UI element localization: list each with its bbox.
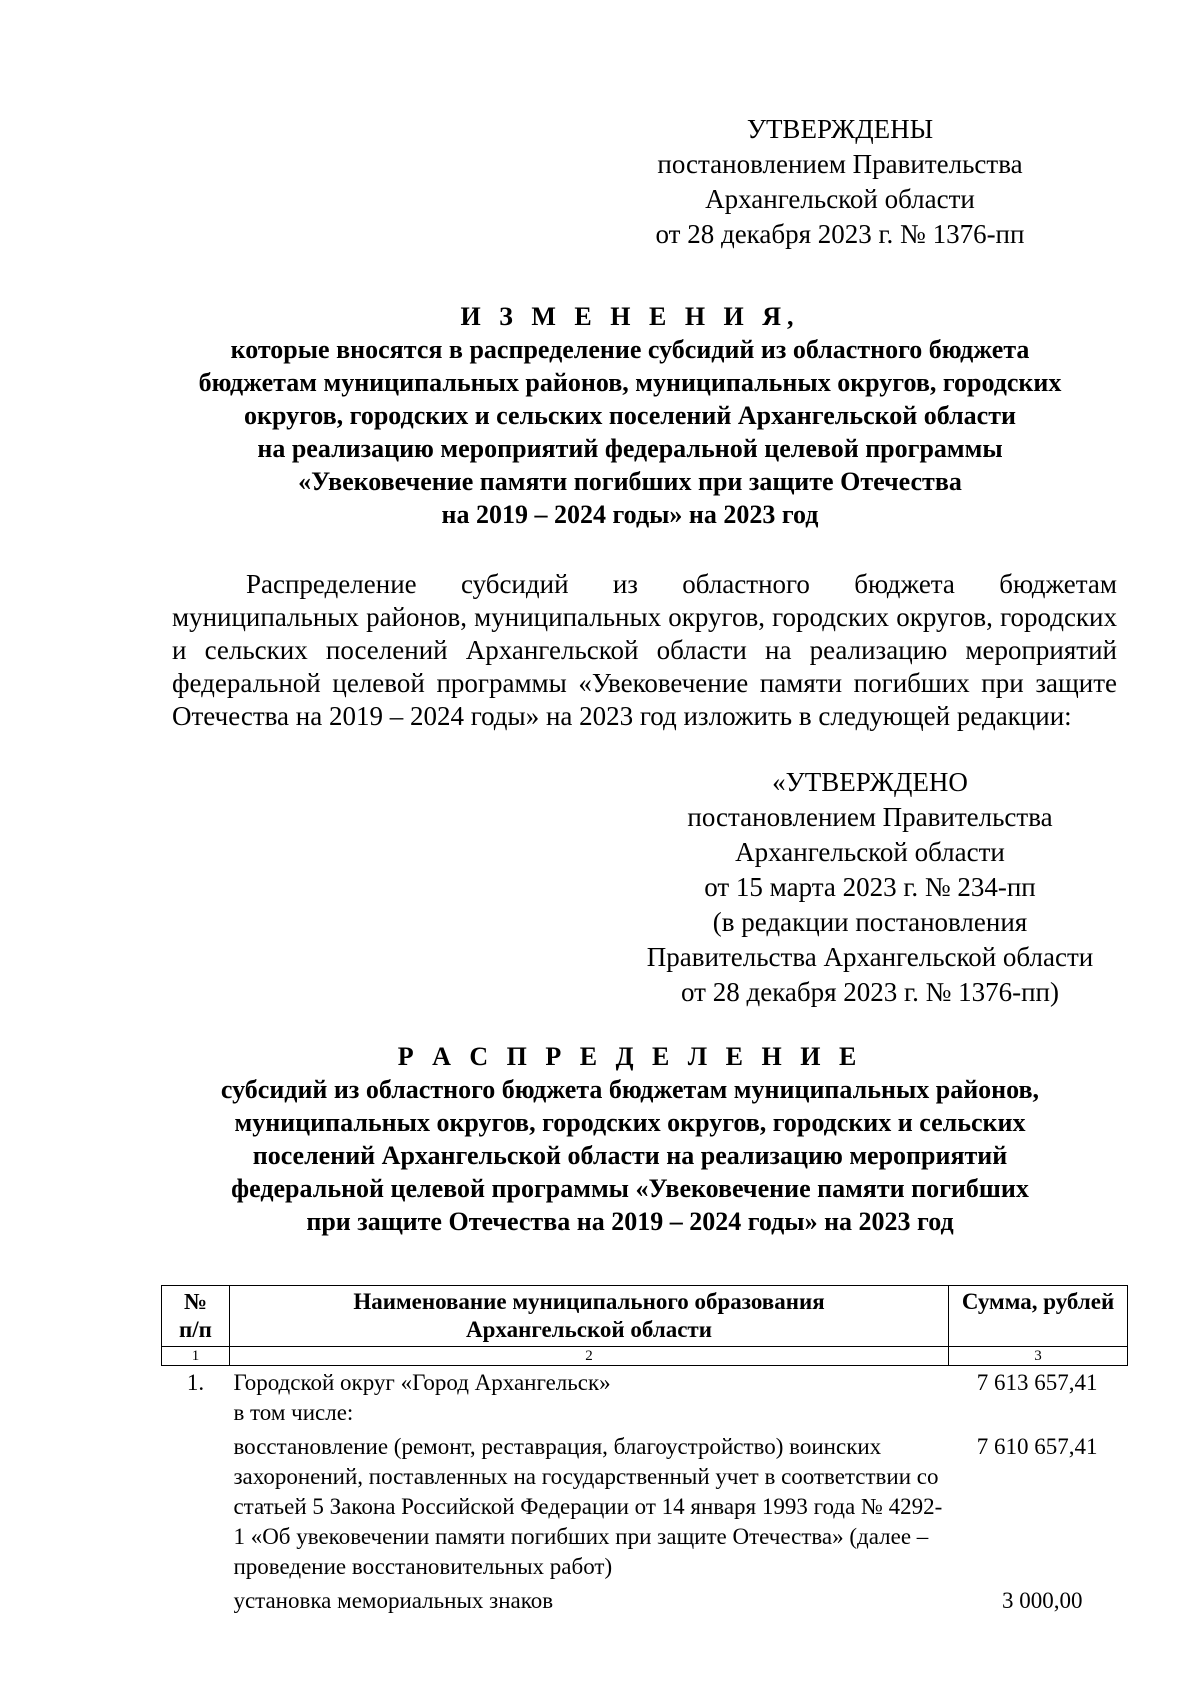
approval-by: постановлением Правительства <box>657 149 1023 179</box>
table-subrow <box>162 1584 1128 1618</box>
approval-date: от 28 декабря 2023 г. № 1376-пп <box>655 219 1025 249</box>
subrow-amount: 3 000,00 <box>1002 1588 1083 1613</box>
table-header-row <box>162 1286 1128 1347</box>
distribution-table <box>161 1285 1128 1618</box>
header-amount: Сумма, рублей <box>949 1286 1128 1347</box>
changes-subtitle-line: бюджетам муниципальных районов, муниципальных округов, городских <box>198 368 1062 397</box>
approval-stamp <box>560 112 1120 252</box>
header-number-line: № <box>183 1289 208 1314</box>
distribution-title <box>130 1040 1130 1238</box>
inner-approval-revision: (в редакции постановления <box>712 907 1028 937</box>
column-number: 3 <box>949 1347 1128 1366</box>
row-amount: 7 613 657,41 <box>976 1370 1098 1395</box>
subrow-amount: 7 610 657,41 <box>976 1434 1098 1459</box>
inner-approval-revision-by: Правительства Архангельской области <box>646 942 1094 972</box>
approval-region: Архангельской области <box>705 184 975 214</box>
subrow-text: установка мемориальных знаков <box>233 1588 554 1613</box>
including-label: в том числе: <box>233 1400 354 1425</box>
changes-subtitle-line: на 2019 – 2024 годы» на 2023 год <box>441 500 819 529</box>
header-name <box>229 1286 948 1347</box>
inner-approval-date: от 15 марта 2023 г. № 234-пп <box>704 872 1036 902</box>
changes-subtitle-line: на реализацию мероприятий федеральной целевой программы <box>257 434 1003 463</box>
inner-approval-stamp <box>600 765 1140 1010</box>
column-number: 1 <box>162 1347 230 1366</box>
empty-cell <box>162 1584 230 1618</box>
row-name <box>229 1366 948 1431</box>
distribution-subtitle-line: поселений Архангельской области на реализацию мероприятий <box>252 1141 1008 1170</box>
changes-subtitle-line: «Увековечение памяти погибших при защите Отечества <box>298 467 962 496</box>
distribution-subtitle-line: при защите Отечества на 2019 – 2024 годы» на 2023 год <box>306 1207 954 1236</box>
changes-subtitle-line: округов, городских и сельских поселений Архангельской области <box>244 401 1016 430</box>
inner-approval-by: постановлением Правительства <box>687 802 1053 832</box>
changes-title <box>130 300 1130 531</box>
changes-subtitle-line: которые вносятся в распределение субсидий из областного бюджета <box>230 335 1030 364</box>
distribution-subtitle-line: муниципальных округов, городских округов, городских и сельских <box>234 1108 1026 1137</box>
column-number: 2 <box>229 1347 948 1366</box>
body-paragraph <box>172 568 1117 733</box>
header-number-line: п/п <box>179 1317 212 1342</box>
distribution-subtitle-line: субсидий из областного бюджета бюджетам муниципальных районов, <box>220 1075 1040 1104</box>
changes-heading: И З М Е Н Е Н И Я, <box>460 302 800 331</box>
empty-cell <box>162 1430 230 1584</box>
inner-approval-label: «УТВЕРЖДЕНО <box>772 767 968 797</box>
distribution-subtitle-line: федеральной целевой программы «Увековечение памяти погибших <box>231 1174 1029 1203</box>
table-column-numbers-row <box>162 1347 1128 1366</box>
municipality-name: Городской округ «Город Архангельск» <box>233 1370 611 1395</box>
header-name-line: Наименование муниципального образования <box>353 1289 825 1314</box>
inner-approval-revision-date: от 28 декабря 2023 г. № 1376-пп) <box>681 977 1059 1007</box>
approval-label: УТВЕРЖДЕНЫ <box>746 114 934 144</box>
distribution-heading: Р А С П Р Е Д Е Л Е Н И Е <box>397 1042 863 1071</box>
table-row <box>162 1366 1128 1431</box>
body-paragraph-text: Распределение субсидий из областного бюджета бюджетам муниципальных районов, муниципальных округов, городских округов, городских и сельских поселений Архангельской области на реализацию мероприятий федеральной целевой программы «Увековечение памяти погибших при защите Отечества на 2019 – 2024 годы» на 2023 год изложить в следующей редакции: <box>172 569 1117 731</box>
row-number: 1. <box>186 1370 205 1395</box>
header-name-line: Архангельской области <box>465 1317 712 1342</box>
table-subrow <box>162 1430 1128 1584</box>
header-number <box>162 1286 230 1347</box>
inner-approval-region: Архангельской области <box>735 837 1005 867</box>
subrow-text: восстановление (ремонт, реставрация, благоустройство) воинских захоронений, поставленных на государственный учет в соответствии со статьей 5 Закона Российской Федерации от 14 января 1993 года № 4292-1 «Об увековечении памяти погибших при защите Отечества» (далее – проведение восстановительных работ) <box>233 1434 943 1579</box>
